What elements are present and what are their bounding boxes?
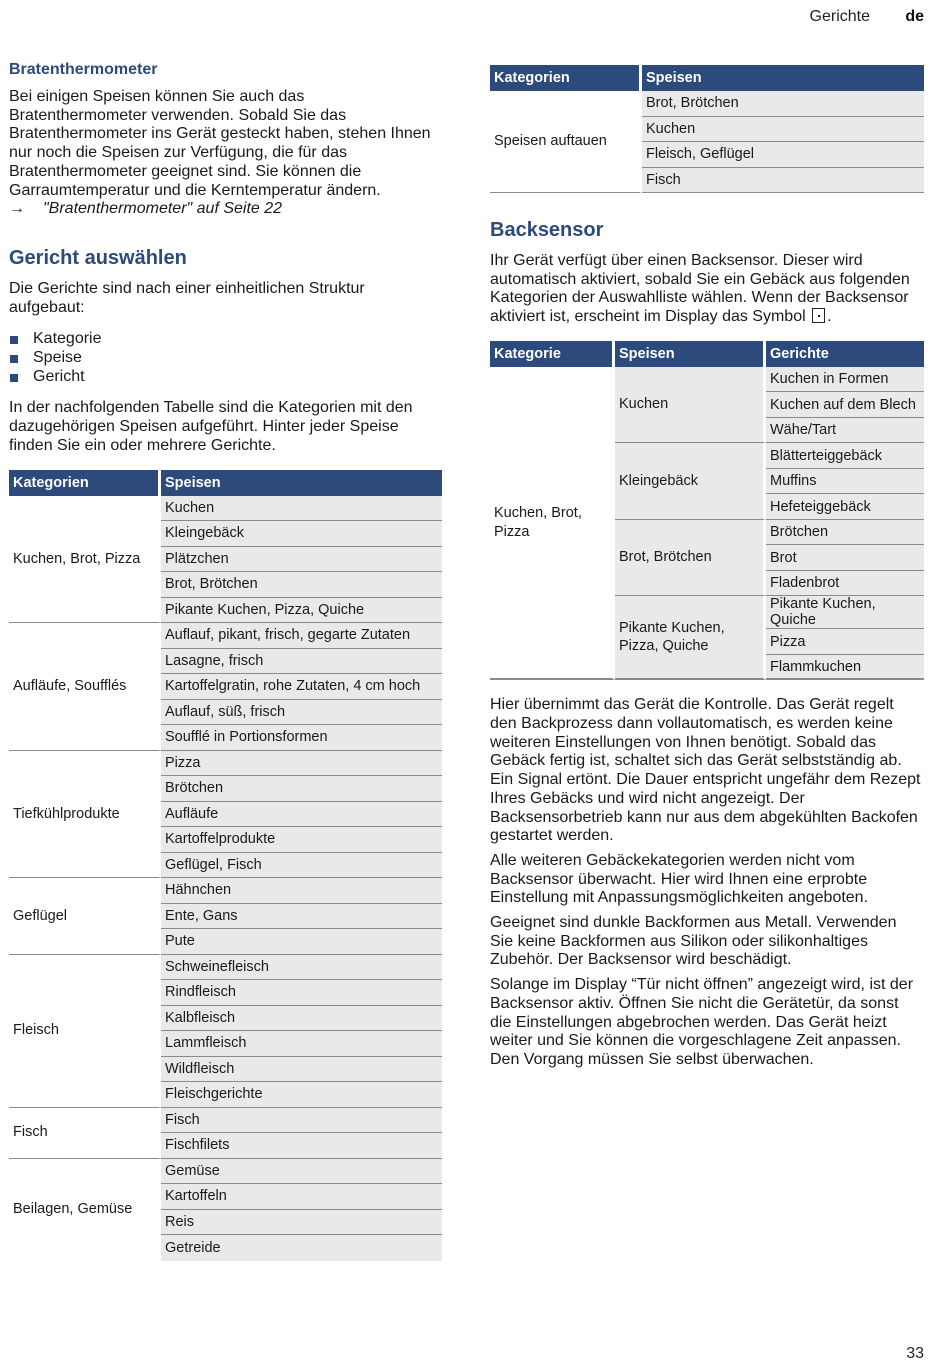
speise-cell: Fischfilets bbox=[161, 1133, 442, 1159]
gericht-cell: Flammkuchen bbox=[766, 655, 924, 681]
column-header-kategorien: Kategorien bbox=[9, 470, 161, 496]
speise-cell: Kartoffeln bbox=[161, 1184, 442, 1210]
backsensor-baking-tins-text: Geeignet sind dunkle Backformen aus Metall. Verwenden Sie keine Backformen aus Silikon oder silikonhaltiges Zubehör. Der Backsensor wird beschädigt. bbox=[490, 914, 897, 969]
table-row bbox=[490, 367, 924, 393]
backsensor-other-categories-text: Alle weiteren Gebäckekategorien werden nicht vom Backsensor überwacht. Hier wird Ihnen eine erprobte Einstellung mit Anpassungsmöglichkeiten angeboten. bbox=[490, 851, 869, 907]
speise-cell: Hähnchen bbox=[161, 878, 442, 904]
column-header-gerichte: Gerichte bbox=[766, 341, 924, 367]
speise-cell: Kuchen bbox=[615, 367, 766, 444]
table-row bbox=[9, 623, 442, 649]
speise-cell: Rindfleisch bbox=[161, 980, 442, 1006]
running-header-language: de bbox=[905, 8, 924, 25]
column-header-speisen: Speisen bbox=[161, 470, 442, 496]
speise-cell: Lammfleisch bbox=[161, 1031, 442, 1057]
right-column bbox=[490, 65, 924, 1070]
category-cell: Speisen auftauen bbox=[490, 91, 642, 193]
structure-list bbox=[9, 330, 444, 386]
gericht-cell: Blätterteiggebäck bbox=[766, 443, 924, 469]
speise-cell: Brot, Brötchen bbox=[161, 572, 442, 598]
table-row bbox=[9, 955, 442, 981]
speise-cell: Brötchen bbox=[161, 776, 442, 802]
speise-cell: Aufläufe bbox=[161, 802, 442, 828]
speise-cell: Schweinefleisch bbox=[161, 955, 442, 981]
table-row bbox=[9, 496, 442, 522]
speise-cell: Pizza bbox=[161, 751, 442, 777]
column-header-kategorien: Kategorien bbox=[490, 65, 642, 91]
speise-cell: Auflauf, süß, frisch bbox=[161, 700, 442, 726]
subheading-bratenthermometer: Bratenthermometer bbox=[9, 61, 158, 78]
left-column bbox=[9, 60, 444, 1261]
bullet-square-icon bbox=[10, 374, 18, 382]
arrow-right-icon: → bbox=[9, 200, 25, 218]
running-header-section: Gerichte bbox=[809, 8, 870, 25]
backsensor-symbol-icon bbox=[812, 308, 825, 323]
speise-cell: Kartoffelprodukte bbox=[161, 827, 442, 853]
gericht-cell: Hefeteiggebäck bbox=[766, 494, 924, 520]
gericht-cell: Pikante Kuchen, Quiche bbox=[766, 596, 924, 629]
speise-cell: Fisch bbox=[642, 168, 924, 194]
gericht-cell: Fladenbrot bbox=[766, 571, 924, 597]
speise-cell: Pute bbox=[161, 929, 442, 955]
speise-cell: Ente, Gans bbox=[161, 904, 442, 930]
list-item: Gericht bbox=[9, 368, 444, 387]
page-number: 33 bbox=[906, 1345, 924, 1362]
table-header-row bbox=[490, 65, 924, 91]
gericht-cell: Brot bbox=[766, 545, 924, 571]
gericht-cell: Kuchen auf dem Blech bbox=[766, 392, 924, 418]
speise-cell: Kartoffelgratin, rohe Zutaten, 4 cm hoch bbox=[161, 674, 442, 700]
speise-cell: Fleischgerichte bbox=[161, 1082, 442, 1108]
table-row bbox=[9, 878, 442, 904]
categories-table bbox=[9, 470, 442, 1261]
backsensor-table bbox=[490, 341, 924, 681]
category-cell: Fisch bbox=[9, 1108, 161, 1159]
speise-cell: Soufflé in Portionsformen bbox=[161, 725, 442, 751]
cross-reference-link[interactable]: "Bratenthermometer" auf Seite 22 bbox=[43, 200, 283, 218]
table-row bbox=[9, 1108, 442, 1134]
speise-cell: Kuchen bbox=[642, 117, 924, 143]
cross-reference[interactable] bbox=[9, 200, 444, 219]
table-row bbox=[490, 91, 924, 117]
gericht-cell: Wähe/Tart bbox=[766, 418, 924, 444]
heading-backsensor: Backsensor bbox=[490, 219, 604, 241]
category-cell: Geflügel bbox=[9, 878, 161, 955]
gericht-cell: Muffins bbox=[766, 469, 924, 495]
table-row bbox=[9, 1159, 442, 1185]
speise-cell: Brot, Brötchen bbox=[642, 91, 924, 117]
speise-cell: Fleisch, Geflügel bbox=[642, 142, 924, 168]
bratenthermometer-text: Bei einigen Speisen können Sie auch das Bratenthermometer verwenden. Sobald Sie das Bratenthermometer ins Gerät gesteckt haben, stehen Ihnen nur noch die Speisen zur Verfügung, die für das Bratenthermometer geeignet sind. Sie können die Garraumtemperatur und die Kerntemperatur ändern. bbox=[9, 88, 431, 199]
speise-cell: Wildfleisch bbox=[161, 1057, 442, 1083]
speise-cell: Kleingebäck bbox=[615, 443, 766, 520]
list-item: Speise bbox=[9, 349, 444, 368]
speise-cell: Auflauf, pikant, frisch, gegarte Zutaten bbox=[161, 623, 442, 649]
speise-cell: Kalbfleisch bbox=[161, 1006, 442, 1032]
category-cell: Kuchen, Brot, Pizza bbox=[490, 367, 615, 681]
speise-cell: Brot, Brötchen bbox=[615, 520, 766, 597]
speise-cell: Gemüse bbox=[161, 1159, 442, 1185]
backsensor-door-text: Solange im Display “Tür nicht öffnen” angezeigt wird, ist der Backsensor aktiv. Öffnen Sie nicht die Gerätetür, da sonst die Einstellungen abgebrochen werden. Das Gerät heizt weiter und Sie können die vorgeschlagene Zeit anpassen. Den Vorgang müssen Sie selbst überwachen. bbox=[490, 976, 914, 1068]
column-header-kategorie: Kategorie bbox=[490, 341, 615, 367]
speise-cell: Plätzchen bbox=[161, 547, 442, 573]
speise-cell: Reis bbox=[161, 1210, 442, 1236]
backsensor-intro: Ihr Gerät verfügt über einen Backsensor. Dieser wird automatisch aktiviert, sobald Sie ein Gebäck aus folgenden Kategorien der Auswahlliste wählen. Wenn der Backsensor aktiviert ist, erscheint im Display das Symbol . bbox=[490, 252, 910, 326]
category-cell: Beilagen, Gemüse bbox=[9, 1159, 161, 1261]
backsensor-control-text: Hier übernimmt das Gerät die Kontrolle. Das Gerät regelt den Backprozess dann vollautomatisch, es werden keine weiteren Einstellungen von Ihnen benötigt. Sobald das Gebäck fertig ist, schaltet sich das Gerät selbstständig ab. Ein Signal ertönt. Die Dauer entspricht ungefähr dem Rezept Ihres Gebäcks und wird nicht angezeigt. Der Backsensorbetrieb kann nur aus dem abgekühlten Backofen gestartet werden. bbox=[490, 696, 921, 845]
speise-cell: Getreide bbox=[161, 1235, 442, 1261]
heading-gericht-auswaehlen: Gericht auswählen bbox=[9, 246, 187, 269]
gericht-cell: Brötchen bbox=[766, 520, 924, 546]
bullet-square-icon bbox=[10, 355, 18, 363]
speise-cell: Fisch bbox=[161, 1108, 442, 1134]
list-item: Kategorie bbox=[9, 330, 444, 349]
gericht-cell: Kuchen in Formen bbox=[766, 367, 924, 393]
speise-cell: Kuchen bbox=[161, 496, 442, 522]
gericht-cell: Pizza bbox=[766, 629, 924, 655]
speise-cell: Pikante Kuchen, Pizza, Quiche bbox=[615, 596, 766, 680]
category-cell: Tiefkühlprodukte bbox=[9, 751, 161, 879]
defrost-table bbox=[490, 65, 924, 193]
category-cell: Kuchen, Brot, Pizza bbox=[9, 496, 161, 624]
category-cell: Fleisch bbox=[9, 955, 161, 1108]
column-header-speisen: Speisen bbox=[642, 65, 924, 91]
category-cell: Aufläufe, Soufflés bbox=[9, 623, 161, 751]
speise-cell: Geflügel, Fisch bbox=[161, 853, 442, 879]
table-header-row bbox=[9, 470, 442, 496]
speise-cell: Lasagne, frisch bbox=[161, 649, 442, 675]
table-row bbox=[9, 751, 442, 777]
table-intro-text: In der nachfolgenden Tabelle sind die Kategorien mit den dazugehörigen Speisen aufgeführt. Hinter jeder Speise finden Sie ein oder mehrere Gerichte. bbox=[9, 399, 413, 454]
bullet-square-icon bbox=[10, 336, 18, 344]
speise-cell: Pikante Kuchen, Pizza, Quiche bbox=[161, 598, 442, 624]
speise-cell: Kleingebäck bbox=[161, 521, 442, 547]
table-header-row bbox=[490, 341, 924, 367]
intro-text: Die Gerichte sind nach einer einheitlichen Struktur aufgebaut: bbox=[9, 279, 365, 316]
column-header-speisen: Speisen bbox=[615, 341, 766, 367]
